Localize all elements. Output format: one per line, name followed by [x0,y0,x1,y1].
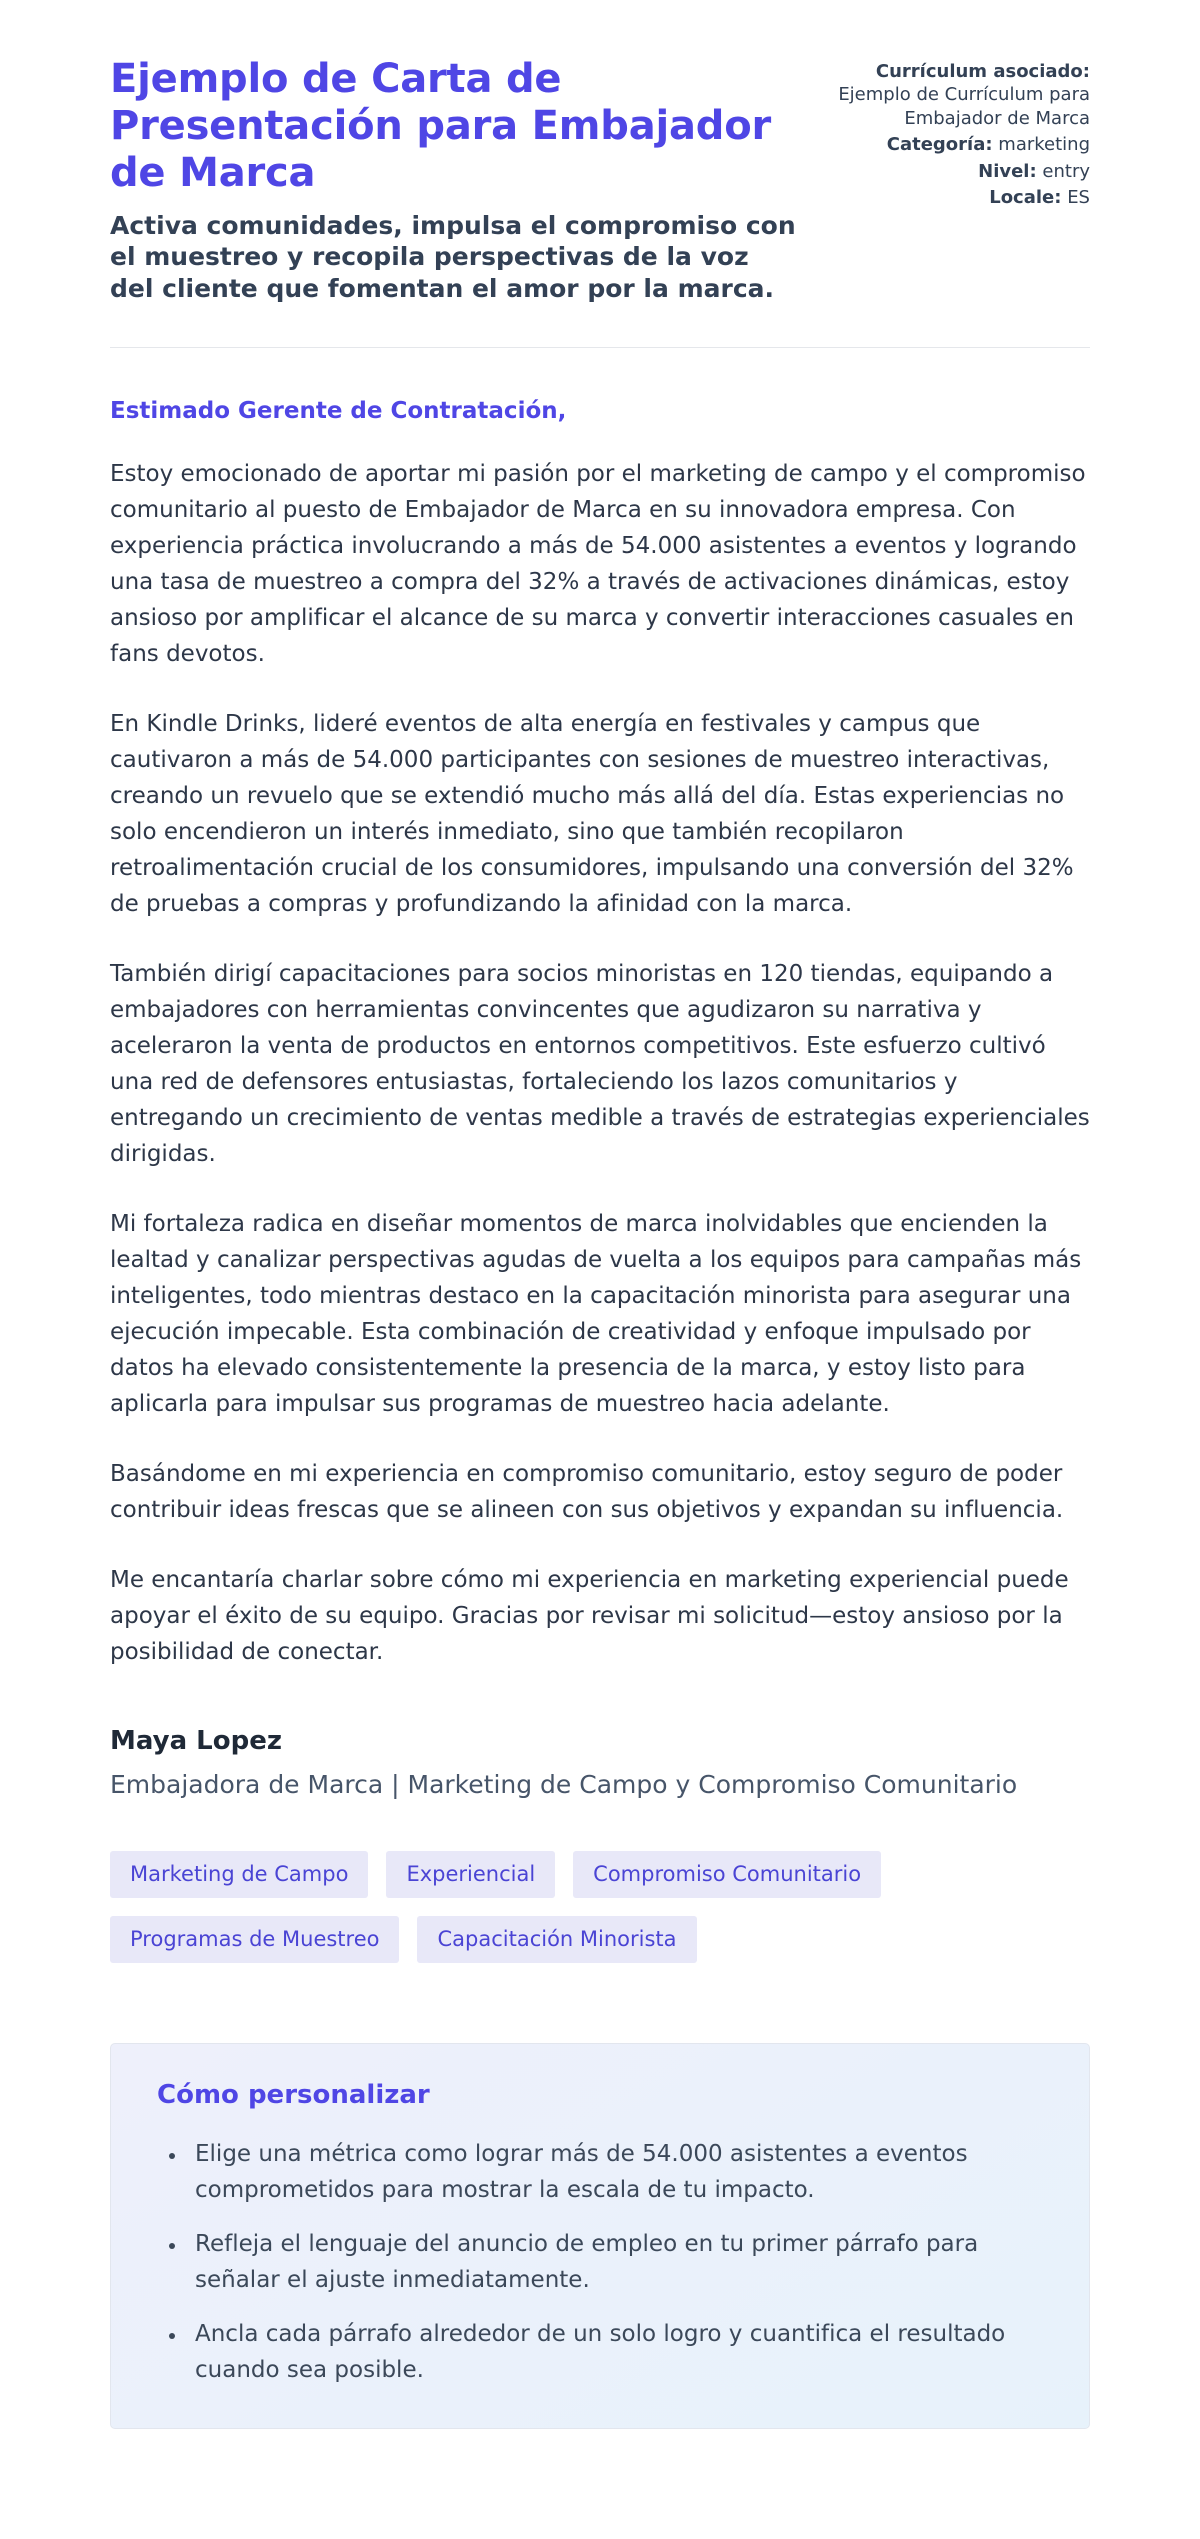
page-subtitle: Activa comunidades, impulsa el compromiso con el muestreo y recopila perspectivas de la voz del cliente que fomentan el amor por la marca. [110,210,796,304]
title-block [110,56,798,305]
customize-bullet: • Refleja el lenguaje del anuncio de empleo en tu primer párrafo para señalar el ajuste inmediatamente. [187,2226,1043,2298]
customize-title: Cómo personalizar [157,2080,430,2110]
tag-chip[interactable]: Experiencial [386,1851,555,1898]
letter-paragraph: También dirigí capacitaciones para socios minoristas en 120 tiendas, equipando a embajadores con herramientas convincentes que agudizaron su narrativa y aceleraron la venta de productos en entornos competitivos. Este esfuerzo cultivó una red de defensores entusiastas, fortaleciendo los lazos comunitarios y entregando un crecimiento de ventas medible a través de estrategias experienciales dirigidas. [110,960,1090,1167]
cover-letter [110,398,1090,2429]
tag-chip[interactable]: Compromiso Comunitario [573,1851,881,1898]
meta-value: entry [1042,160,1090,182]
tag-chip[interactable]: Capacitación Minorista [417,1916,696,1963]
meta-label: Categoría: [886,134,993,156]
meta-value: marketing [998,134,1090,156]
tag-chip[interactable]: Marketing de Campo [110,1851,368,1898]
tag-chip[interactable]: Programas de Muestreo [110,1916,399,1963]
customize-bullet: • Ancla cada párrafo alrededor de un solo logro y cuantifica el resultado cuando sea posible. [187,2316,1043,2388]
customize-list [157,2136,1043,2388]
signature-name: Maya Lopez [110,1725,282,1756]
customize-box [110,2043,1090,2429]
letter-paragraph: Mi fortaleza radica en diseñar momentos de marca inolvidables que encienden la lealtad y canalizar perspectivas agudas de vuelta a los equipos para campañas más inteligentes, todo mientras destaco en la capacitación minorista para asegurar una ejecución impecable. Esta combinación de creatividad y enfoque impulsado por datos ha elevado consistentemente la presencia de la marca, y estoy listo para aplicarla para impulsar sus programas de muestreo hacia adelante. [110,1210,1082,1417]
letter-paragraph: Basándome en mi experiencia en compromiso comunitario, estoy seguro de poder contribuir ideas frescas que se alineen con sus objetivos y expandan su influencia. [110,1460,1064,1523]
meta-value: Ejemplo de Currículum para Embajador de Marca [838,84,1090,129]
divider [110,347,1090,348]
header [110,56,1090,305]
letter-paragraph: Me encantaría charlar sobre cómo mi experiencia en marketing experiencial puede apoyar el éxito de su equipo. Gracias por revisar mi solicitud—estoy ansioso por la posibilidad de conectar. [110,1566,1069,1665]
meta-label: Nivel: [978,160,1037,182]
meta-item [828,133,1090,156]
page-title: Ejemplo de Carta de Presentación para Embajador de Marca [110,56,772,197]
resume-meta [828,56,1090,212]
customize-bullet: • Elige una métrica como lograr más de 54.000 asistentes a eventos comprometidos para mostrar la escala de tu impacto. [187,2136,1043,2208]
greeting: Estimado Gerente de Contratación, [110,397,567,424]
meta-label: Currículum asociado: [875,61,1090,82]
letter-body [110,456,1090,1670]
meta-item [828,186,1090,209]
meta-label: Locale: [989,186,1062,208]
letter-paragraph: En Kindle Drinks, lideré eventos de alta energía en festivales y campus que cautivaron a más de 54.000 participantes con sesiones de muestreo interactivas, creando un revuelo que se extendió mucho más allá del día. Estas experiencias no solo encendieron un interés inmediato, sino que también recopilaron retroalimentación crucial de los consumidores, impulsando una conversión del 32% de pruebas a compras y profundizando la afinidad con la marca. [110,710,1074,917]
tag-list [110,1851,1090,1963]
letter-paragraph: Estoy emocionado de aportar mi pasión por el marketing de campo y el compromiso comunitario al puesto de Embajador de Marca en su innovadora empresa. Con experiencia práctica involucrando a más de 54.000 asistentes a eventos y logrando una tasa de muestreo a compra del 32% a través de activaciones dinámicas, estoy ansioso por amplificar el alcance de su marca y convertir interacciones casuales en fans devotos. [110,460,1086,667]
meta-value: ES [1067,186,1090,208]
signature-role: Embajadora de Marca | Marketing de Campo y Compromiso Comunitario [110,1769,1018,1799]
meta-item [828,160,1090,183]
meta-item [828,60,1090,130]
